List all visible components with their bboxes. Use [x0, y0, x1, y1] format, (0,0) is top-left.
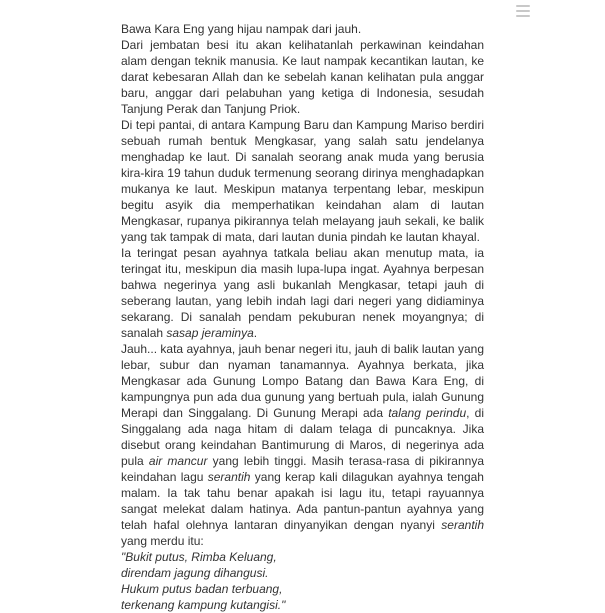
paragraph-text: Ia teringat pesan ayahnya tatkala beliau akan menutup mata, ia teringat itu, meskipun dia masih lupa-lupa ingat. Ayahnya berpesan bahwa negerinya yang asli bukanlah Mengkasar, tetapi jauh di seberang lautan, yang lebih indah lagi dari negeri yang didiaminya sekarang. Di sanalah pendam pekuburan nenek moyangnya; di sanalah: [121, 246, 484, 340]
paragraph-text: Jauh... kata ayahnya, jauh benar negeri itu, jauh di balik lautan yang lebar, subur dan nyaman tanamannya. Ayahnya berkata, jika Mengkasar ada Gunung Lompo Batang dan Bawa Kara Eng, di kampungnya pun ada dua gunung yang bertuah pula, ialah Gunung Merapi dan Singgalang. Di Gunung Merapi ada: [121, 342, 484, 420]
italic-term: serantih: [207, 470, 251, 484]
italic-term: talang perindu: [388, 406, 467, 420]
verse-line: "Bukit putus, Rimba Keluang,: [121, 550, 277, 564]
verse-line: Hukum putus badan terbuang,: [121, 582, 283, 596]
menu-bar: [516, 15, 530, 17]
verse-line: terkenang kampung kutangisi.": [121, 598, 286, 612]
hamburger-menu-icon[interactable]: [516, 5, 530, 19]
verse-line: direndam jagung dihangusi.: [121, 566, 269, 580]
menu-bar: [516, 10, 530, 12]
paragraph-text: Dari jembatan besi itu akan kelihatanlah perkawinan keindahan alam dengan teknik manusia. Ke laut nampak kecantikan lautan, ke darat kebesaran Allah dan ke sebelah kanan kelihatan pula anggar baru, anggar dari pelabuhan yang ketiga di Indonesia, sesudah Tanjung Perak dan Tanjung Priok.: [121, 38, 484, 116]
paragraph-text: .: [253, 326, 258, 340]
paragraph-1: [121, 21, 484, 37]
document-body: [121, 21, 484, 613]
paragraph-text: yang merdu itu:: [121, 534, 204, 548]
italic-term: sasap jeraminya: [166, 326, 254, 340]
italic-term: serantih: [441, 518, 484, 532]
paragraph-text: yang lebih tinggi. Masih terasa-rasa di pikirannya keindahan lagu: [121, 454, 484, 484]
italic-term: air mancur: [148, 454, 208, 468]
paragraph-text: Bawa Kara Eng yang hijau nampak dari jauh.: [121, 22, 362, 36]
paragraph-text: yang kerap kali dilagukan ayahnya tengah malam. Ia tak tahu benar apakah isi lagu itu, tetapi rayuannya sangat melekat dalam hatinya. Ada pantun-pantun ayahnya yang telah hafal olehnya lantaran dinyanyikan dengan nyanyi: [121, 470, 484, 532]
paragraph-text: , di Singgalang ada naga hitam di dalam telaga di puncaknya. Jika disebut orang keindahan Bantimurung di Maros, di negerinya ada pula: [121, 406, 484, 468]
menu-bar: [516, 5, 530, 7]
paragraph-3: [121, 117, 484, 245]
paragraph-5: [121, 341, 484, 549]
paragraph-4: [121, 245, 484, 341]
paragraph-text: Di tepi pantai, di antara Kampung Baru dan Kampung Mariso berdiri sebuah rumah bentuk Mengkasar, yang salah satu jendelanya menghadap ke laut. Di sanalah seorang anak muda yang berusia kira-kira 19 tahun duduk termenung seorang dirinya menghadapkan mukanya ke laut. Meskipun matanya terpentang lebar, meskipun begitu asyik dia memperhatikan keindahan alam di lautan Mengkasar, rupanya pikirannya telah melayang jauh sekali, ke balik yang tak tampak di mata, dari lautan dunia pindah ke lautan khayal.: [121, 118, 484, 244]
paragraph-2: [121, 37, 484, 117]
